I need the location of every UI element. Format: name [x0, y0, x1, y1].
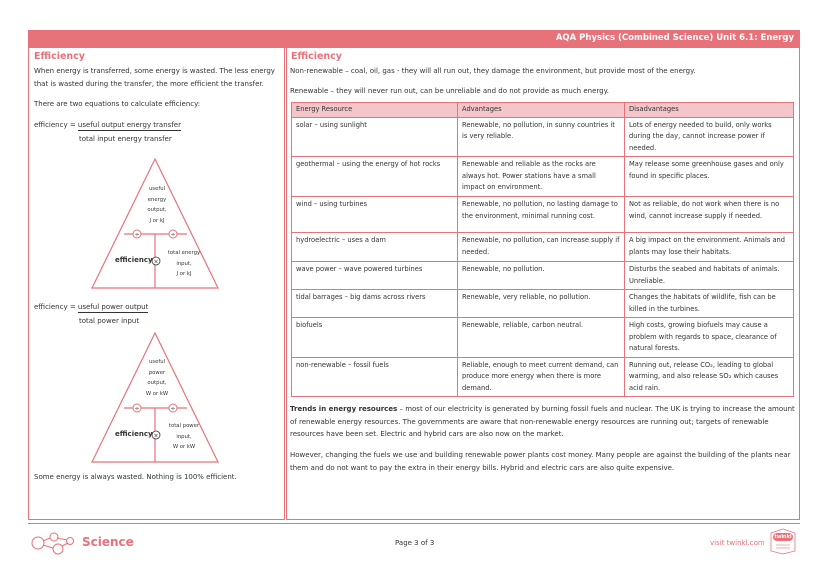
subject-label: Science — [82, 535, 134, 549]
twinkl-logo-text: twinkl — [774, 534, 792, 540]
resource-cell: wave power – wave powered turbines — [292, 262, 458, 290]
disadvantages-cell: Not as reliable, do not work when there is no wind, cannot increase supply if needed. — [625, 197, 794, 233]
triangle2-right-label — [160, 421, 208, 453]
svg-text:÷: ÷ — [134, 231, 140, 239]
footer-divider — [28, 523, 800, 524]
equation-energy — [34, 121, 181, 143]
tri1-top-line: useful — [148, 186, 166, 192]
visit-link[interactable]: visit twinkl.com — [710, 539, 765, 547]
two-equations-text: There are two equations to calculate efficiency: — [34, 100, 201, 108]
efficiency-intro: When energy is transferred, some energy is wasted. The less energy that is wasted during the transfer, the more efficient the transfer. — [34, 67, 275, 88]
table-header-row — [292, 103, 794, 118]
nonrenewable-text: Non-renewable – coal, oil, gas - they will all run out, they damage the environment, but provide most of the energy. — [290, 67, 696, 75]
equation-power — [34, 303, 149, 325]
disadvantages-cell: A big impact on the environment. Animals and plants may lose their habitats. — [625, 233, 794, 262]
trends-paragraph — [290, 403, 796, 441]
resource-cell: hydroelectric – uses a dam — [292, 233, 458, 262]
tri1-right-line: total energy — [167, 250, 201, 256]
disadvantages-cell: High costs, growing biofuels may cause a problem with regards to space, clearance of natural forests. — [625, 318, 794, 358]
tri1-top-line: J or kJ — [149, 217, 165, 224]
tri2-top-line: power — [148, 369, 166, 376]
svg-text:×: × — [153, 432, 159, 440]
equation-denominator: total input energy transfer — [79, 135, 172, 143]
tri1-top-line: output, — [147, 207, 167, 213]
column-header: Advantages — [458, 103, 625, 118]
tri2-top-line: output, — [147, 380, 167, 386]
advantages-cell: Renewable and reliable as the rocks are always hot. Power stations have a small impact on environment. — [458, 157, 625, 197]
advantages-cell: Reliable, enough to meet current demand, can produce more energy when there is more demand. — [458, 357, 625, 397]
trends-paragraph-2: However, changing the fuels we use and building renewable power plants cost money. Many people are against the building of the plants near them and do not want to pay the extra in their energy bills. Hybrid and electric cars are also quite expensive. — [290, 451, 791, 472]
triangle2-top-label — [140, 357, 174, 399]
trends-heading: Trends in energy resources — [290, 405, 398, 413]
advantages-cell: Renewable, no pollution, can increase supply if needed. — [458, 233, 625, 262]
triangle2-left-label: efficiency — [115, 430, 153, 438]
molecule-icon — [28, 529, 78, 557]
resource-cell: solar – using sunlight — [292, 117, 458, 157]
advantages-cell: Renewable, no pollution. — [458, 262, 625, 290]
energy-resources-table — [291, 102, 794, 397]
column-header: Disadvantages — [625, 103, 794, 118]
trends-text: – most of our electricity is generated by burning fossil fuels and nuclear. The UK is trying to increase the amount of renewable energy resources. The governments are aware that non-renewable energy resources are running out; targets of renewable resources have been set. Electric and hybrid cars are also now on the market. — [290, 405, 795, 438]
svg-text:×: × — [153, 258, 159, 266]
tri1-top-line: energy — [147, 196, 167, 203]
advantages-cell: Renewable, no pollution, no lasting damage to the environment, minimal running cost. — [458, 197, 625, 233]
table-row — [292, 157, 794, 197]
disadvantages-cell: Disturbs the seabed and habitats of animals. Unreliable. — [625, 262, 794, 290]
disadvantages-cell: Running out, release CO₂, leading to global warming, and also release SO₂ which causes acid rain. — [625, 357, 794, 397]
page-number: Page 3 of 3 — [395, 539, 435, 547]
disadvantages-cell: May release some greenhouse gases and only found in specific places. — [625, 157, 794, 197]
header-bar — [28, 30, 800, 48]
resource-cell: wind – using turbines — [292, 197, 458, 233]
advantages-cell: Renewable, reliable, carbon neutral. — [458, 318, 625, 358]
tri1-right-line: input, — [176, 260, 192, 267]
resource-cell: biofuels — [292, 318, 458, 358]
column-header: Energy Resource — [292, 103, 458, 118]
advantages-cell: Renewable, very reliable, no pollution. — [458, 290, 625, 318]
equation-numerator: useful power output — [77, 303, 149, 311]
resource-cell: geothermal – using the energy of hot rocks — [292, 157, 458, 197]
triangle1-right-label — [160, 248, 208, 280]
table-row — [292, 262, 794, 290]
tri2-right-line: W or kW — [172, 444, 196, 450]
table-row — [292, 357, 794, 397]
disadvantages-cell: Changes the habitats of wildlife, fish can be killed in the turbines. — [625, 290, 794, 318]
tri2-top-line: W or kW — [145, 390, 169, 397]
renewable-text: Renewable – they will never run out, can be unreliable and do not provide as much energy. — [290, 87, 609, 95]
equation-numerator: useful output energy transfer — [77, 121, 181, 129]
table-row — [292, 233, 794, 262]
tri2-right-line: input, — [176, 433, 192, 440]
table-row — [292, 117, 794, 157]
tri1-right-line: J or kJ — [176, 271, 192, 277]
resource-cell: non-renewable – fossil fuels — [292, 357, 458, 397]
table-row — [292, 197, 794, 233]
tri2-right-line: total power — [168, 423, 200, 429]
svg-text:÷: ÷ — [170, 231, 176, 239]
disadvantages-cell: Lots of energy needed to build, only works during the day, cannot increase power if needed. — [625, 117, 794, 157]
left-section-title: Efficiency — [34, 51, 86, 62]
resource-cell: tidal barrages – big dams across rivers — [292, 290, 458, 318]
equation-lhs: efficiency = — [34, 121, 78, 129]
triangle1-left-label: efficiency — [115, 256, 153, 264]
svg-text:÷: ÷ — [170, 405, 176, 413]
equation-lhs: efficiency = — [34, 303, 78, 311]
triangle1-top-label — [140, 184, 174, 226]
wasted-energy-note: Some energy is always wasted. Nothing is 100% efficient. — [34, 473, 237, 481]
tri2-top-line: useful — [148, 359, 166, 365]
svg-text:÷: ÷ — [134, 405, 140, 413]
table-row — [292, 290, 794, 318]
twinkl-logo — [768, 527, 798, 555]
equation-denominator: total power input — [79, 317, 140, 325]
table-row — [292, 318, 794, 358]
advantages-cell: Renewable, no pollution, in sunny countries it is very reliable. — [458, 117, 625, 157]
page-title: AQA Physics (Combined Science) Unit 6.1: Energy — [555, 33, 794, 43]
right-section-title: Efficiency — [291, 51, 343, 62]
